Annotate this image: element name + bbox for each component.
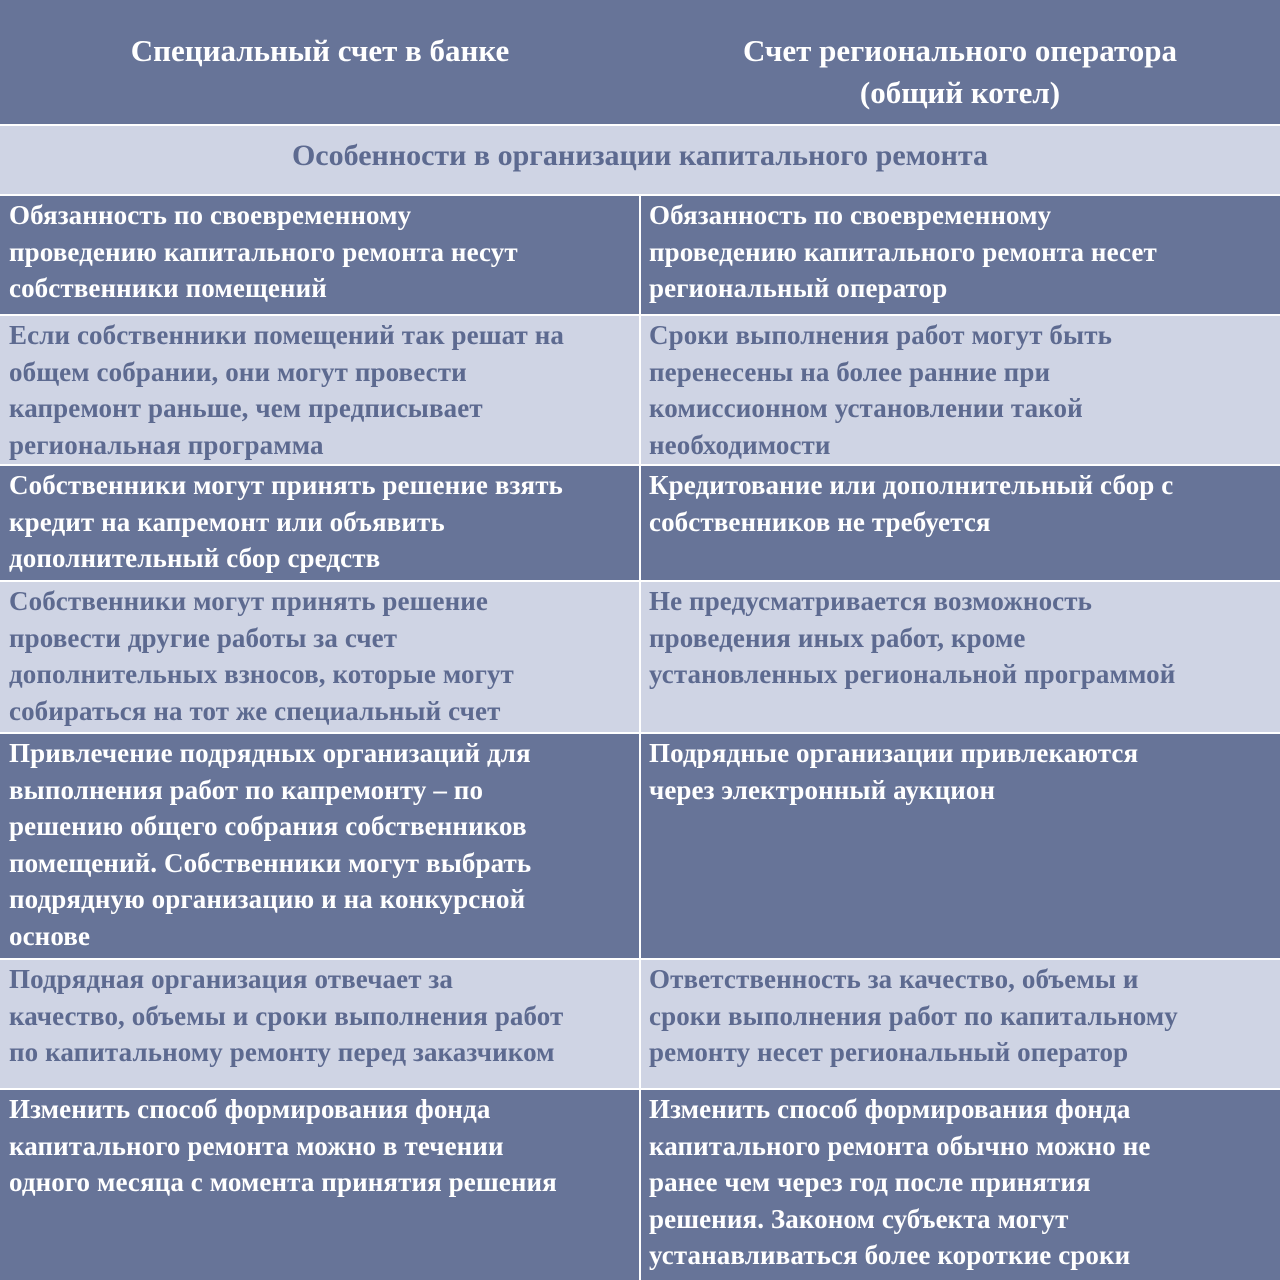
cell-regional-operator (641, 196, 1280, 314)
cell-line: дополнительный сбор средств (9, 543, 381, 574)
cell-line: Кредитование или дополнительный сбор с (649, 470, 1174, 500)
cell-line: помещений. Собственники могут выбрать (9, 847, 532, 878)
table-header (0, 0, 1280, 124)
cell-line: собираться на тот же специальный счет (9, 695, 501, 726)
cell-line: собственников не требуется (649, 506, 991, 537)
header-col2-line2: (общий котел) (859, 75, 1061, 110)
cell-line: основе (9, 920, 91, 951)
table-row (0, 1090, 1280, 1280)
cell-line: проведению капитального ремонта несут (9, 236, 518, 267)
section-heading-row (0, 124, 1280, 196)
cell-line: дополнительных взносов, которые могут (9, 659, 514, 690)
cell-line: Подрядные организации привлекаются (649, 738, 1139, 768)
cell-line: собственники помещений (9, 273, 327, 304)
cell-line: качество, объемы и сроки выполнения работ (9, 1000, 564, 1031)
cell-special-account (0, 1090, 639, 1280)
cell-line: ранее чем через год после принятия (649, 1167, 1091, 1198)
cell-special-account (0, 466, 639, 580)
cell-line: комиссионном установлении такой (649, 393, 1083, 424)
section-title: Особенности в организации капитального ремонта (291, 139, 989, 172)
cell-line: сроки выполнения работ по капитальному (649, 1000, 1178, 1031)
cell-line: одного месяца с момента принятия решения (9, 1167, 557, 1198)
cell-line: необходимости (649, 429, 831, 460)
cell-line: по капитальному ремонту перед заказчиком (9, 1037, 555, 1068)
cell-line: Если собственники помещений так решат на (9, 320, 564, 350)
cell-line: установленных региональной программой (649, 659, 1176, 690)
cell-line: подрядную организацию и на конкурсной (9, 884, 526, 915)
cell-regional-operator (641, 1090, 1280, 1280)
cell-line: выполнения работ по капремонту – по (9, 774, 484, 805)
cell-line: кредит на капремонт или объявить (9, 506, 445, 537)
table-row (0, 196, 1280, 314)
header-col-regional-operator (640, 30, 1280, 114)
cell-regional-operator (641, 960, 1280, 1088)
cell-special-account (0, 960, 639, 1088)
table-row (0, 960, 1280, 1088)
cell-line: Обязанность по своевременному (9, 200, 412, 230)
cell-line: капитального ремонта обычно можно не (649, 1130, 1151, 1161)
cell-special-account (0, 582, 639, 732)
cell-line: проведения иных работ, кроме (649, 622, 1026, 653)
cell-line: капремонт раньше, чем предписывает (9, 393, 483, 424)
cell-line: региональная программа (9, 429, 324, 460)
cell-line: через электронный аукцион (649, 774, 996, 805)
cell-line: капитального ремонта можно в течении (9, 1130, 504, 1161)
table-row (0, 316, 1280, 464)
cell-line: перенесены на более ранние при (649, 356, 1051, 387)
cell-line: проведению капитального ремонта несет (649, 236, 1157, 267)
cell-line: Собственники могут принять решение взять (9, 470, 563, 500)
cell-special-account (0, 316, 639, 464)
cell-line: Не предусматривается возможность (649, 586, 1093, 616)
cell-regional-operator (641, 734, 1280, 958)
cell-line: решению общего собрания собственников (9, 811, 527, 842)
cell-line: Подрядная организация отвечает за (9, 964, 453, 994)
cell-regional-operator (641, 466, 1280, 580)
cell-line: Сроки выполнения работ могут быть (649, 320, 1112, 350)
cell-line: Ответственность за качество, объемы и (649, 964, 1139, 994)
cell-line: Изменить способ формирования фонда (9, 1094, 491, 1124)
cell-line: решения. Законом субъекта могут (649, 1203, 1069, 1234)
header-col2-line1: Счет регионального оператора (742, 33, 1178, 68)
cell-line: Собственники могут принять решение (9, 586, 489, 616)
cell-line: региональный оператор (649, 273, 948, 304)
cell-line: устанавливаться более короткие сроки (649, 1240, 1131, 1271)
cell-line: Обязанность по своевременному (649, 200, 1052, 230)
header-col-special-account: Специальный счет в банке (130, 33, 510, 68)
cell-regional-operator (641, 316, 1280, 464)
cell-special-account (0, 196, 639, 314)
cell-line: провести другие работы за счет (9, 622, 398, 653)
cell-special-account (0, 734, 639, 958)
table-row (0, 734, 1280, 958)
cell-regional-operator (641, 582, 1280, 732)
table-row (0, 582, 1280, 732)
cell-line: общем собрании, они могут провести (9, 356, 467, 387)
cell-line: ремонту несет региональный оператор (649, 1037, 1129, 1068)
cell-line: Привлечение подрядных организаций для (9, 738, 531, 768)
cell-line: Изменить способ формирования фонда (649, 1094, 1131, 1124)
table-row (0, 466, 1280, 580)
